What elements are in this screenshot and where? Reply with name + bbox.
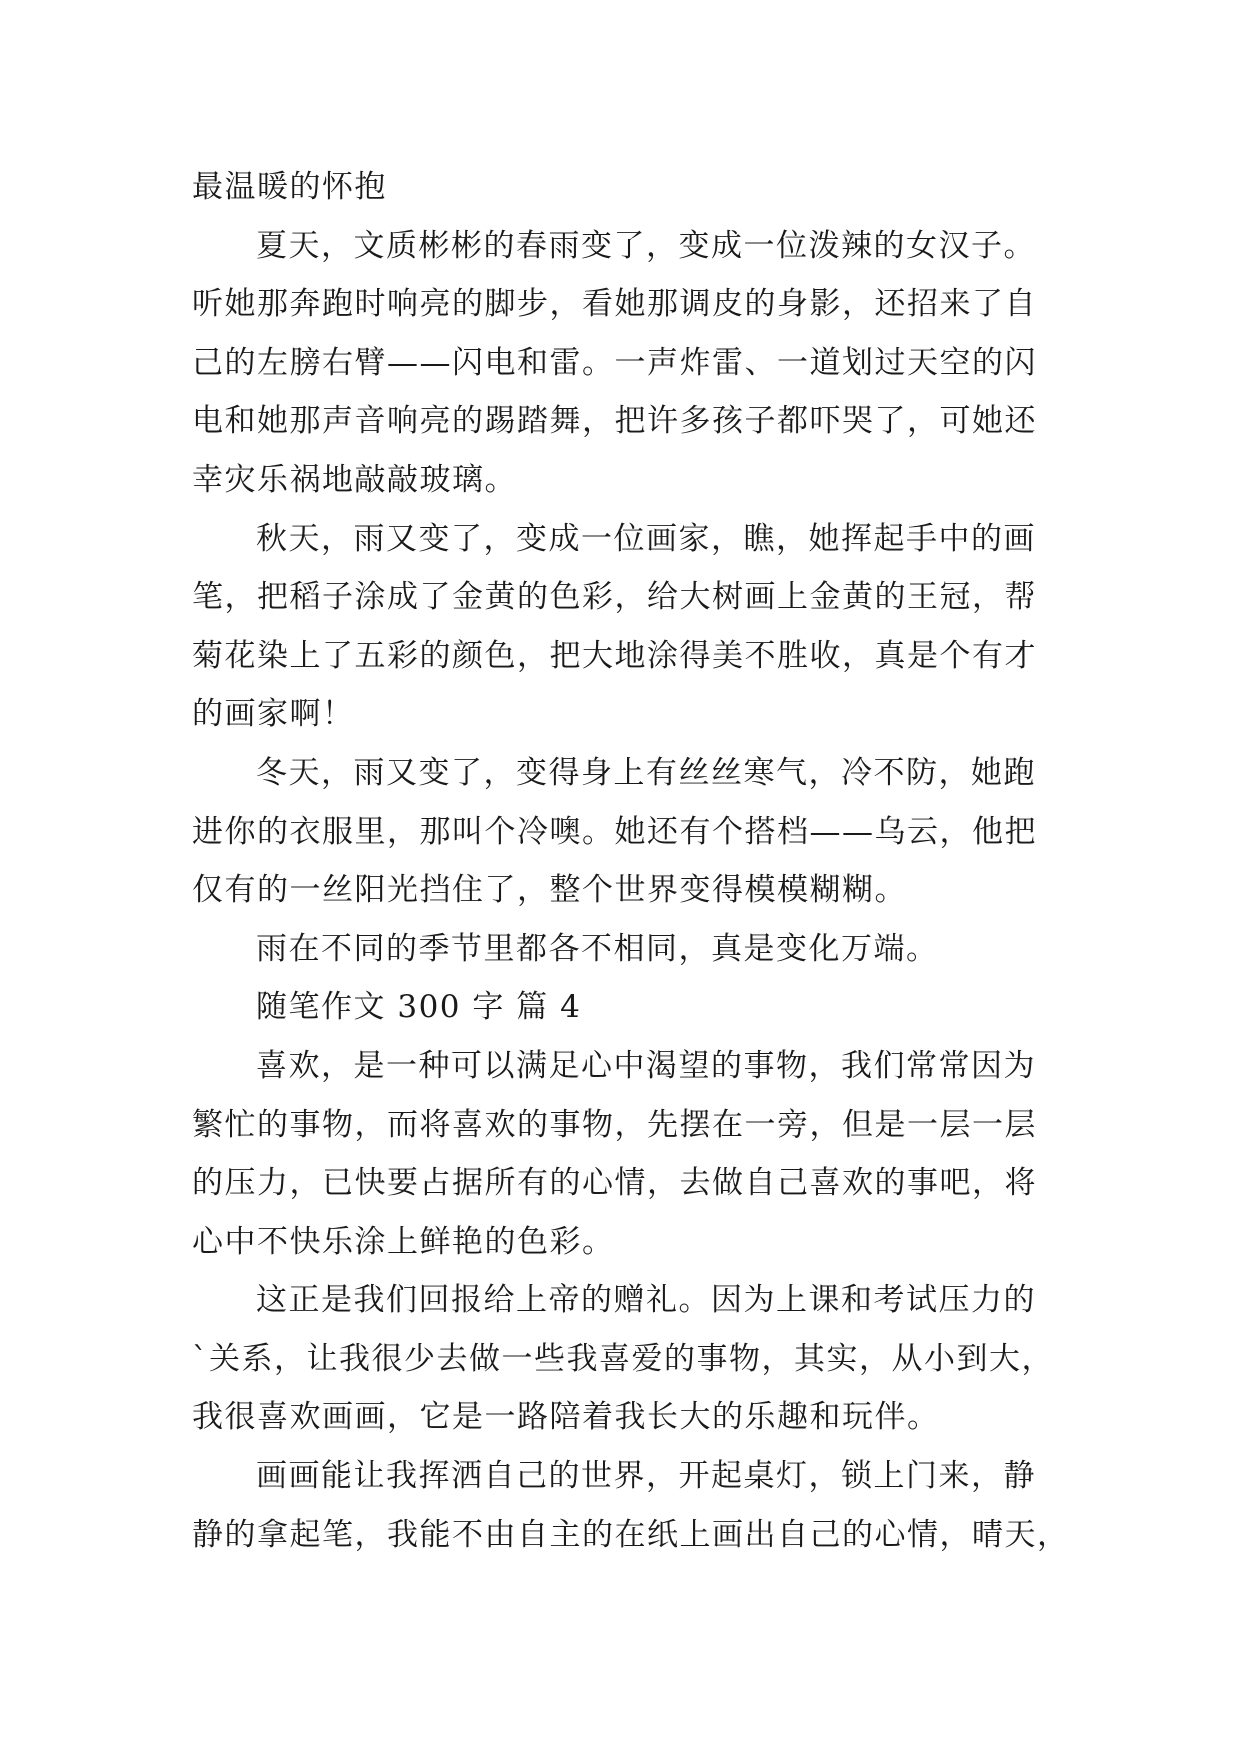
text-line: 的画家啊！ [192, 696, 355, 733]
text-line: 心中不快乐涂上鲜艳的色彩。 [192, 1223, 615, 1260]
text-line: 的压力，已快要占据所有的心情，去做自己喜欢的事吧，将 [192, 1165, 1037, 1202]
text-line: 画画能让我挥洒自己的世界，开起桌灯，锁上门来，静 [256, 1458, 1036, 1495]
text-line: 菊花染上了五彩的颜色，把大地涂得美不胜收，真是个有才 [192, 637, 1037, 674]
text-line: 我很喜欢画画，它是一路陪着我长大的乐趣和玩伴。 [192, 1399, 940, 1436]
text-line: 幸灾乐祸地敲敲玻璃。 [192, 461, 517, 498]
text-line: 己的左膀右臂——闪电和雷。一声炸雷、一道划过天空的闪 [192, 344, 1037, 381]
text-line: 最温暖的怀抱 [192, 169, 387, 205]
text-line: 笔，把稻子涂成了金黄的色彩，给大树画上金黄的王冠，帮 [192, 579, 1037, 616]
section-heading: 随笔作文 300 字 篇 4 [256, 989, 582, 1026]
text-line: 繁忙的事物，而将喜欢的事物，先摆在一旁，但是一层一层 [192, 1106, 1037, 1143]
text-line: 听她那奔跑时响亮的脚步，看她那调皮的身影，还招来了自 [192, 286, 1037, 323]
text-line: 静的拿起笔，我能不由自主的在纸上画出自己的心情，晴天， [192, 1516, 1070, 1553]
text-line: 进你的衣服里，那叫个冷噢。她还有个搭档——乌云，他把 [192, 813, 1037, 850]
text-line: `关系，让我很少去做一些我喜爱的事物，其实，从小到大， [192, 1340, 1054, 1377]
text-line: 雨在不同的季节里都各不相同，真是变化万端。 [256, 930, 939, 967]
text-line: 喜欢，是一种可以满足心中渴望的事物，我们常常因为 [256, 1047, 1036, 1084]
text-line: 仅有的一丝阳光挡住了，整个世界变得模模糊糊。 [192, 872, 907, 909]
text-line: 冬天，雨又变了，变得身上有丝丝寒气，冷不防，她跑 [256, 754, 1036, 791]
text-line: 秋天，雨又变了，变成一位画家，瞧，她挥起手中的画 [256, 520, 1036, 557]
text-line: 夏天，文质彬彬的春雨变了，变成一位泼辣的女汉子。 [256, 227, 1036, 264]
text-line: 电和她那声音响亮的踢踏舞，把许多孩子都吓哭了，可她还 [192, 403, 1037, 440]
text-line: 这正是我们回报给上帝的赠礼。因为上课和考试压力的 [256, 1282, 1036, 1319]
essay-text [192, 158, 1072, 1564]
